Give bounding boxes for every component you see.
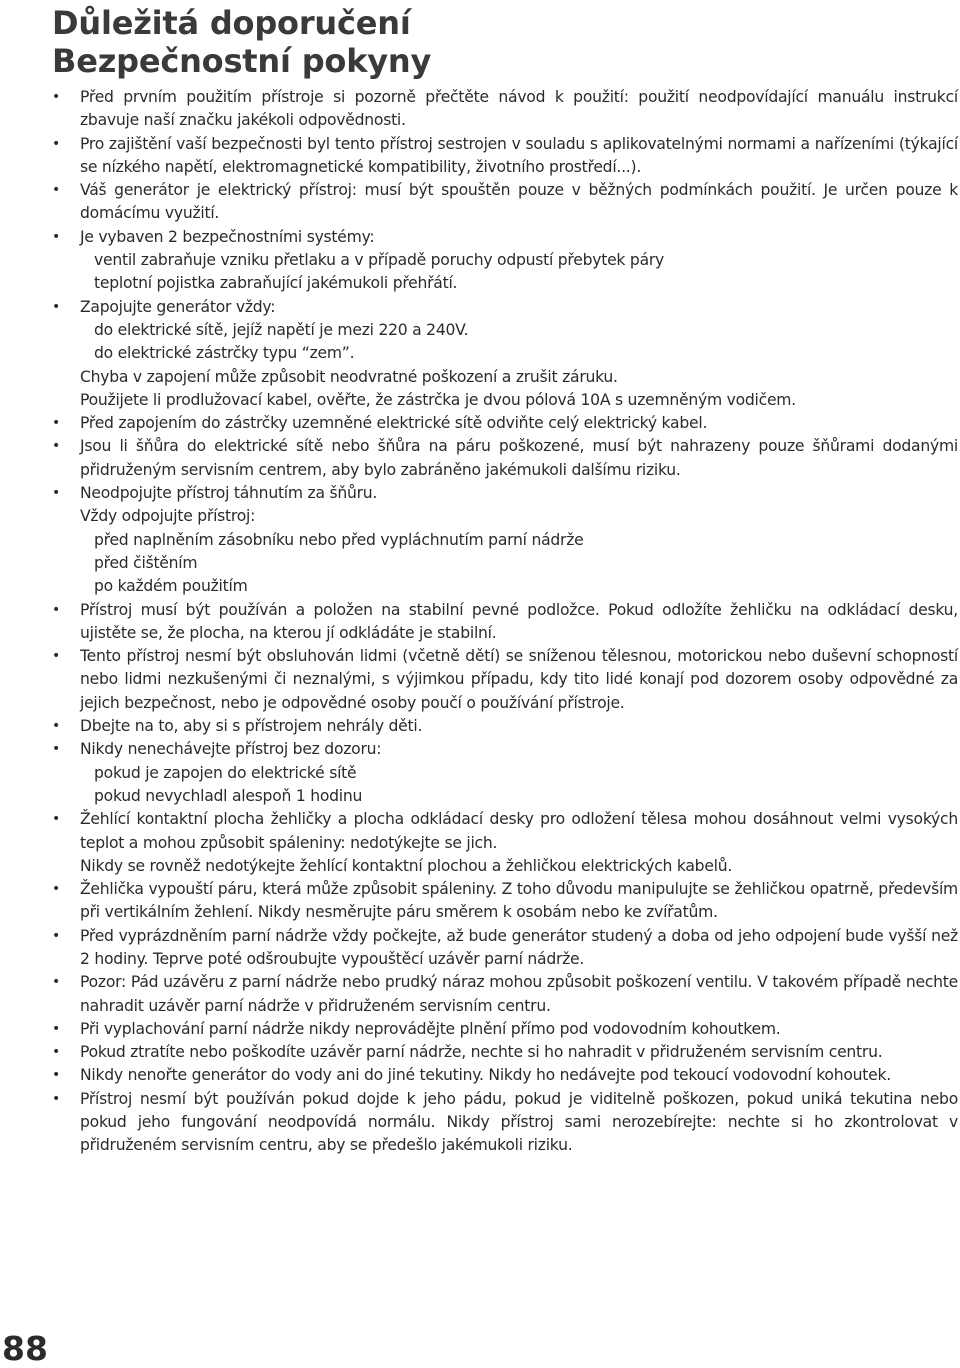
list-item — [52, 715, 958, 738]
list-item — [52, 296, 958, 412]
sub-item-text: ventil zabraňuje vzniku přetlaku a v případě poruchy odpustí přebytek páry — [94, 251, 665, 270]
list-item — [52, 808, 958, 878]
item-text: • Pro zajištění vaší bezpečnosti byl tento přístroj sestrojen v souladu s aplikovatelnými normami a nařízeními (týkající se nízkého napětí, elektromagnetické kompatibility, životního prostředí...). — [80, 134, 958, 176]
item-note-text: Chyba v zapojení může způsobit neodvratné poškození a zrušit záruku. — [80, 367, 618, 386]
sub-item-text: teplotní pojistka zabraňující jakémukoli přehřátí. — [94, 274, 458, 293]
list-item — [52, 645, 958, 715]
item-text: • Váš generátor je elektrický přístroj: musí být spouštěn pouze v běžných podmínkách použití. Je určen pouze k domácímu využití. — [80, 181, 958, 223]
list-item — [52, 1018, 958, 1041]
list-item — [52, 1041, 958, 1064]
sub-item-text: pokud je zapojen do elektrické sítě — [94, 763, 357, 782]
sub-item-text: do elektrické sítě, jejíž napětí je mezi 220 a 240V. — [94, 320, 469, 339]
section-title: Bezpečnostní pokyny — [52, 42, 432, 80]
list-item — [52, 971, 958, 1018]
sub-item-text: před čištěním — [94, 553, 198, 572]
list-item — [52, 1064, 958, 1087]
item-text: • Nikdy nenechávejte přístroj bez dozoru: — [80, 740, 382, 759]
item-text: • Zapojujte generátor vždy: — [80, 297, 276, 316]
item-text: • Jsou li šňůra do elektrické sítě nebo šňůra na páru poškozené, musí být nahrazeny pouze šňůrami dodanými přidruženým servisním centrem, aby bylo zabráněno jakémukoli dalšímu riziku. — [80, 437, 958, 479]
list-item — [52, 86, 958, 133]
list-item — [52, 1088, 958, 1158]
item-text: • Při vyplachování parní nádrže nikdy neprovádějte plnění přímo pod vodovodním kohoutkem. — [80, 1019, 781, 1038]
list-item — [52, 482, 958, 598]
list-item — [52, 435, 958, 482]
list-item — [52, 179, 958, 226]
item-text: • Přístroj musí být používán a položen na stabilní pevné podložce. Pokud odložíte žehličku na odkládací desku, ujistěte se, že plocha, na kterou jí odkládáte je stabilní. — [80, 600, 958, 642]
sub-item-text: do elektrické zástrčky typu “zem”. — [94, 344, 355, 363]
list-item — [52, 738, 958, 808]
list-item — [52, 226, 958, 296]
sub-item-text: po každém použitím — [94, 577, 248, 596]
item-text: • Před prvním použitím přístroje si pozorně přečtěte návod k použití: použití neodpovídající manuálu instrukcí zbavuje naší značku jakékoli odpovědnosti. — [80, 88, 958, 130]
item-text: • Tento přístroj nesmí být obsluhován lidmi (včetně dětí) se sníženou tělesnou, motorickou nebo duševní schopností nebo lidmi nezkušenými či neznalými, s výjimkou případu, kdy tito lidé konají pod dozorem osoby odpovědné za jejich bezpečnost, nebo je odpovědné osoby poučí o používání přístroje. — [80, 647, 958, 712]
list-item — [52, 925, 958, 972]
list-item — [52, 412, 958, 435]
document-page — [52, 0, 958, 1158]
page-number: 88 — [2, 1329, 48, 1368]
sub-item-text: pokud nevychladl alespoň 1 hodinu — [94, 786, 363, 805]
list-item — [52, 133, 958, 180]
item-text: • Pokud ztratíte nebo poškodíte uzávěr parní nádrže, nechte si ho nahradit v přidruženém servisním centru. — [80, 1043, 883, 1062]
item-text: • Před zapojením do zástrčky uzemněné elektrické sítě odviňte celý elektrický kabel. — [80, 414, 708, 433]
item-text: • Nikdy nenořte generátor do vody ani do jiné tekutiny. Nikdy ho nedávejte pod tekoucí vodovodní kohoutek. — [80, 1066, 891, 1085]
safety-instructions-list — [52, 86, 958, 1158]
item-text: • Pozor: Pád uzávěru z parní nádrže nebo prudký náraz mohou způsobit poškození ventilu. V takovém případě nechte nahradit uzávěr parní nádrže v přidruženém servisním centru. — [80, 973, 958, 1015]
list-item — [52, 599, 958, 646]
item-text: • Je vybaven 2 bezpečnostními systémy: — [80, 227, 375, 246]
item-text: • Před vyprázdněním parní nádrže vždy počkejte, až bude generátor studený a doba od jeho odpojení bude vyšší než 2 hodiny. Teprve poté odšroubujte vypouštěcí uzávěr parní nádrže. — [80, 926, 958, 968]
item-text: Nikdy se rovněž nedotýkejte žehlící kontaktní plochou a žehličkou elektrických kabelů. — [80, 856, 733, 875]
sub-item-text: před naplněním zásobníku nebo před vypláchnutím parní nádrže — [94, 530, 584, 549]
item-text: Vždy odpojujte přístroj: — [80, 507, 256, 526]
item-text: • Dbejte na to, aby si s přístrojem nehrály děti. — [80, 717, 423, 736]
item-text: • Přístroj nesmí být používán pokud dojde k jeho pádu, pokud je viditelně poškozen, pokud uniká tekutina nebo pokud jeho fungování neodpovídá normálu. Nikdy přístroj sami nerozebírejte: nechte si ho zkontrolovat v přidruženém servisním centru, aby se předešlo jakémukoli riziku. — [80, 1089, 958, 1155]
list-item — [52, 878, 958, 925]
page-title: Důležitá doporučení — [52, 4, 411, 42]
item-text: • Žehlící kontaktní plocha žehličky a plocha odkládací desky pro odložení tělesa mohou dosáhnout velmi vysokých teplot a mohou způsobit spáleniny: nedotýkejte se jich. — [80, 810, 958, 852]
item-text: • Neodpojujte přístroj táhnutím za šňůru. — [80, 484, 378, 503]
item-text: • Žehlička vypouští páru, která může způsobit spáleniny. Z toho důvodu manipulujte se žehličkou opatrně, především při vertikálním žehlení. Nikdy nesměrujte páru směrem k osobám nebo ke zvířatům. — [80, 880, 958, 922]
item-note-text: Použijete li prodlužovací kabel, ověřte, že zástrčka je dvou pólová 10A s uzemněným vodičem. — [80, 390, 796, 409]
